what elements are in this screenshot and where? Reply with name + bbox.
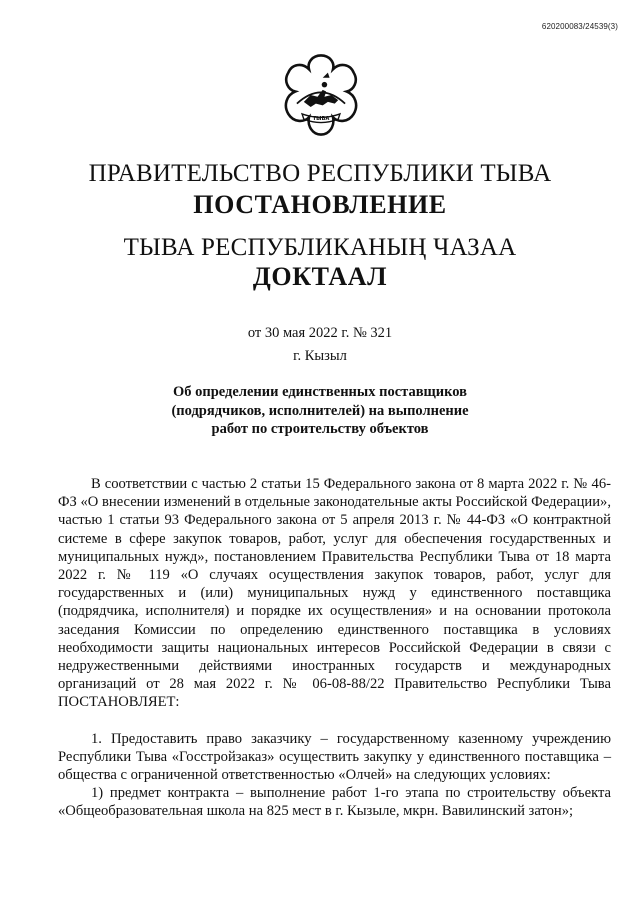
government-title-ru: ПРАВИТЕЛЬСТВО РЕСПУБЛИКИ ТЫВА [88, 160, 552, 187]
decree-city: г. Кызыл [293, 348, 347, 364]
tuva-emblem-icon [278, 52, 364, 138]
decree-body [58, 475, 611, 821]
subject-line: (подрядчиков, исполнителей) на выполнение [171, 402, 469, 419]
government-title-tyv: ТЫВА РЕСПУБЛИКАНЫҢ ЧАЗАА [123, 234, 517, 261]
subject-line: работ по строительству объектов [211, 421, 429, 437]
decree-title-tyv: ДОКТААЛ [252, 262, 388, 291]
decree-subject [0, 383, 640, 439]
clause-1-1-paragraph: 1) предмет контракта – выполнение работ 1-го этапа по строительству объекта «Общеобразовательная школа на 825 мест в г. Кызыле, мкрн. Вавилинский затон»; [58, 785, 611, 820]
subject-line: Об определении единственных поставщиков [172, 384, 467, 400]
document-id: 620200083/24539(3) [541, 22, 618, 31]
decree-title-ru: ПОСТАНОВЛЕНИЕ [193, 190, 447, 219]
emblem-caption: ТЫВА [312, 115, 330, 122]
clause-1-paragraph: 1. Предоставить право заказчику – государственному казенному учреждению Республики Тыва «Госстройзаказ» осуществить закупку у единственного поставщика – общества с ограниченной ответственностью «Олчей» на следующих условиях: [58, 730, 611, 784]
preamble-paragraph: В соответствии с частью 2 статьи 15 Федерального закона от 8 марта 2022 г. № 46-ФЗ «О внесении изменений в отдельные законодательные акты Российской Федерации», частью 1 статьи 93 Федерального закона от 5 апреля 2013 г. № 44-ФЗ «О контрактной системе в сфере закупок товаров, работ, услуг для обеспечения государственных и муниципальных нужд», постановлением Правительства Республики Тыва от 18 марта 2022 г. № 119 «О случаях осуществления закупок товаров, работ, услуг для государственных и (или) муниципальных нужд у единственного поставщика (подрядчика, исполнителя) и порядке их осуществления» и на основании протокола заседания Комиссии по определению единственного поставщика в условиях необходимости защиты национальных интересов Российской Федерации в связи с недружественными действиями иностранных государств и международных организаций от 28 мая 2022 г. № 06-08-88/22 Правительство Республики Тыва ПОСТАНОВЛЯЕТ: [58, 476, 611, 711]
decree-date: от 30 мая 2022 г. № 321 [247, 325, 393, 341]
